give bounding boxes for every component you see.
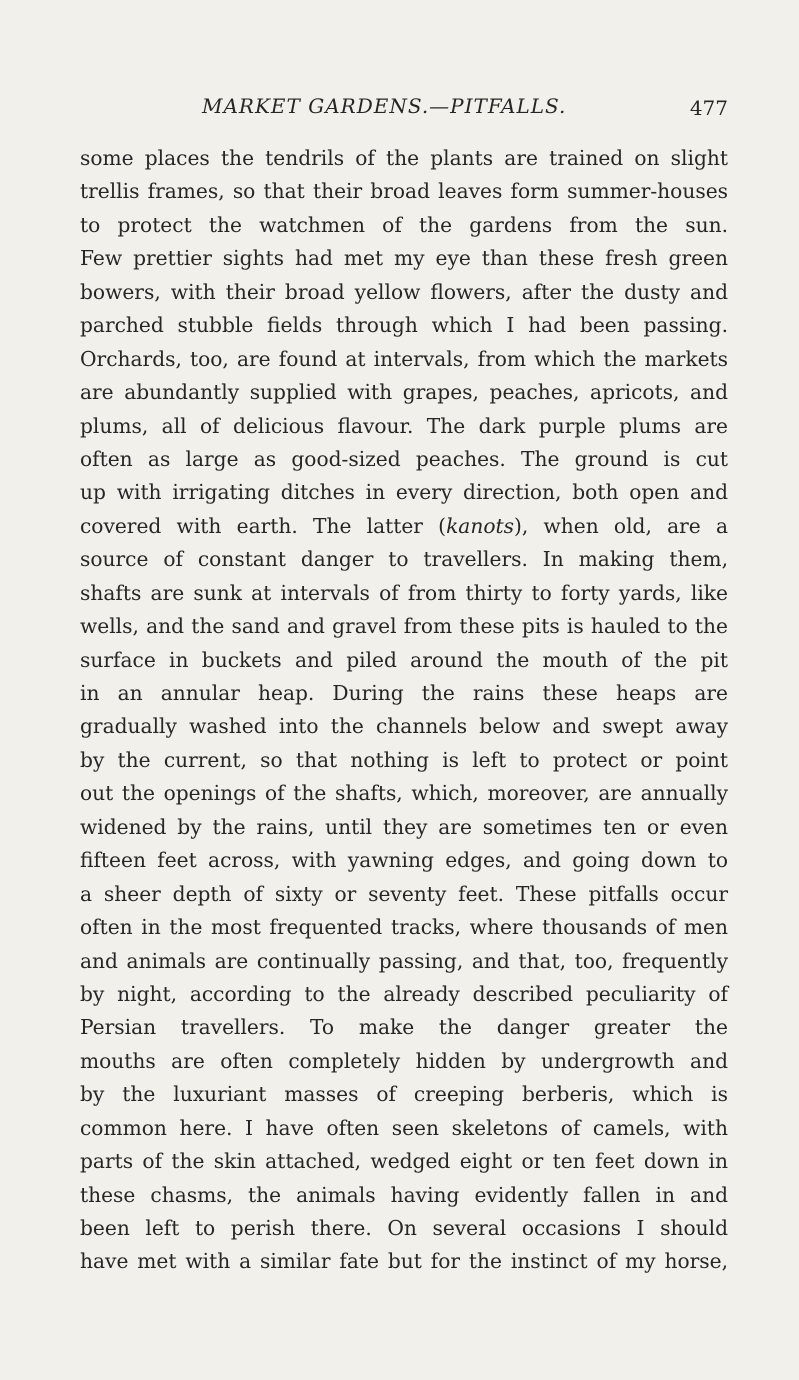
text-line: trellis frames, so that their broad leaves form summer-houses bbox=[80, 179, 728, 204]
text-line: and animals are continually passing, and that, too, frequently bbox=[80, 948, 728, 973]
text-line: by the current, so that nothing is left to protect or point bbox=[80, 747, 728, 772]
text-line: common here. I have often seen skeletons of camels, with bbox=[80, 1115, 728, 1140]
text-line: Few prettier sights had met my eye than these fresh green bbox=[80, 246, 728, 271]
text-line: these chasms, the animals having evidently fallen in and bbox=[80, 1182, 728, 1207]
text-line: Persian travellers. To make the danger greater the bbox=[80, 1015, 728, 1040]
text-line: gradually washed into the channels below and swept away bbox=[80, 714, 728, 739]
text-line: a sheer depth of sixty or seventy feet. These pitfalls occur bbox=[80, 881, 728, 906]
text-line: are abundantly supplied with grapes, peaches, apricots, and bbox=[80, 380, 728, 405]
body-text bbox=[80, 142, 728, 1279]
text-line: often in the most frequented tracks, where thousands of men bbox=[80, 915, 728, 940]
text-line: parched stubble fields through which I had been passing. bbox=[80, 313, 728, 338]
text-line: bowers, with their broad yellow flowers, after the dusty and bbox=[80, 279, 728, 304]
text-line-after-term: ), when old, are a bbox=[513, 513, 728, 538]
text-line: wells, and the sand and gravel from these pits is hauled to the bbox=[80, 614, 728, 639]
text-line: surface in buckets and piled around the mouth of the pit bbox=[80, 647, 728, 672]
text-line: out the openings of the shafts, which, moreover, are annually bbox=[80, 781, 728, 806]
text-line-with-italic-term bbox=[80, 510, 728, 543]
page-number: 477 bbox=[689, 96, 728, 120]
text-line: up with irrigating ditches in every direction, both open and bbox=[80, 480, 728, 505]
text-line: fifteen feet across, with yawning edges, and going down to bbox=[80, 848, 728, 873]
text-line: some places the tendrils of the plants are trained on slight bbox=[80, 146, 728, 170]
text-line: Orchards, too, are found at intervals, from which the markets bbox=[80, 346, 728, 371]
text-line: parts of the skin attached, wedged eight or ten feet down in bbox=[80, 1149, 728, 1174]
running-title: MARKET GARDENS.—PITFALLS. bbox=[202, 94, 567, 118]
text-line: been left to perish there. On several occasions I should bbox=[80, 1216, 728, 1240]
text-line: to protect the watchmen of the gardens from the sun. bbox=[80, 212, 728, 237]
text-line: source of constant danger to travellers. In making them, bbox=[80, 547, 728, 572]
text-line: have met with a similar fate but for the instinct of my horse, bbox=[80, 1249, 728, 1274]
text-line: shafts are sunk at intervals of from thirty to forty yards, like bbox=[80, 580, 728, 605]
text-line-before-term: covered with earth. The latter ( bbox=[80, 513, 447, 538]
italic-term-kanots: kanots bbox=[446, 513, 514, 538]
text-line: often as large as good-sized peaches. The ground is cut bbox=[80, 446, 728, 471]
text-line: widened by the rains, until they are sometimes ten or even bbox=[80, 814, 728, 839]
text-line: in an annular heap. During the rains these heaps are bbox=[80, 681, 728, 705]
text-line: by the luxuriant masses of creeping berberis, which is bbox=[80, 1082, 728, 1107]
text-line: mouths are often completely hidden by undergrowth and bbox=[80, 1048, 728, 1073]
text-line: by night, according to the already described peculiarity of bbox=[80, 981, 728, 1006]
text-line: plums, all of delicious flavour. The dark purple plums are bbox=[80, 413, 728, 438]
running-header bbox=[80, 92, 728, 128]
